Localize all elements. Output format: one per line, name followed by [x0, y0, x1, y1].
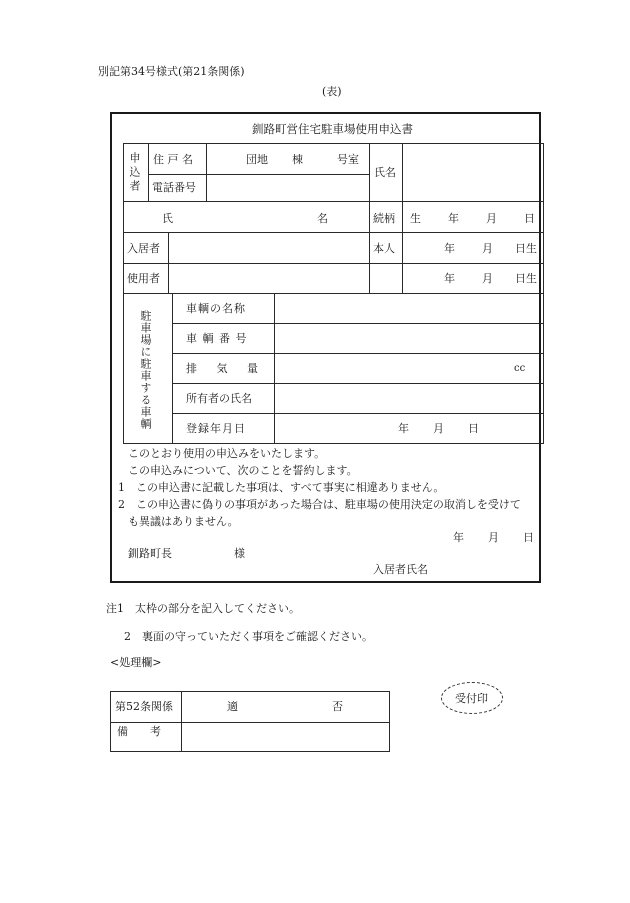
note-1: 注1 太枠の部分を記入してください。 [106, 602, 300, 615]
birth-sei: 生 [410, 212, 421, 225]
application-form [110, 112, 541, 583]
form-reference: 別記第34号様式(第21条関係) [98, 65, 245, 78]
remarks-label: 備 考 [117, 725, 161, 738]
addressee-honorific: 様 [234, 547, 245, 560]
resident-relation: 本人 [373, 242, 395, 255]
mune-label: 棟 [292, 153, 303, 166]
vehicle-group-label: 駐車場に駐車する車輌 [139, 310, 152, 430]
vehicle-number-label: 車 輌 番 号 [186, 332, 248, 345]
addressee: 釧路町長 [128, 547, 172, 560]
user-hi-sei: 日生 [515, 272, 537, 285]
reception-stamp [441, 682, 503, 714]
registration-tsuki: 月 [433, 422, 444, 435]
pledge-item-1: 1 この申込書に記載した事項は、すべて事実に相違ありません。 [118, 481, 445, 494]
goshitsu-label: 号室 [337, 153, 359, 166]
header-shi: 氏 [162, 212, 173, 225]
applicant-group-label: 申込者 [128, 152, 141, 194]
signer-label: 入居者氏名 [373, 563, 428, 576]
user-nen: 年 [444, 272, 455, 285]
declaration-line1: このとおり使用の申込みをいたします。 [128, 447, 326, 460]
header-mei: 名 [317, 212, 328, 225]
birth-hi: 日 [524, 212, 535, 225]
phone-label: 電話番号 [152, 181, 196, 194]
birth-tsuki: 月 [486, 212, 497, 225]
reject-label: 否 [332, 700, 343, 713]
registration-date-label: 登録年月日 [186, 422, 246, 435]
date-tsuki: 月 [488, 531, 499, 544]
note-2: 2 裏面の守っていただく事項をご確認ください。 [124, 630, 373, 643]
resident-label: 入居者 [127, 242, 160, 255]
registration-hi: 日 [468, 422, 479, 435]
pledge-item-2: 2 この申込書に偽りの事項があった場合は、駐車場の使用決定の取消しを受けて [118, 498, 521, 511]
danchi-label: 団地 [246, 153, 268, 166]
declaration-line2: この申込みについて、次のことを誓約します。 [128, 464, 358, 477]
processing-label: <処理欄> [110, 656, 162, 669]
user-label: 使用者 [127, 272, 160, 285]
date-nen: 年 [453, 531, 464, 544]
user-tsuki: 月 [482, 272, 493, 285]
date-hi: 日 [523, 531, 534, 544]
address-label: 住 戸 名 [153, 153, 193, 166]
applicant-name-label: 氏名 [374, 166, 396, 179]
side-label: (表) [322, 85, 342, 98]
resident-nen: 年 [444, 242, 455, 255]
relation-label: 続柄 [373, 212, 395, 225]
displacement-label: 排 気 量 [186, 362, 266, 375]
registration-nen: 年 [398, 422, 409, 435]
form-title: 釧路町営住宅駐車場使用申込書 [252, 122, 413, 136]
approve-label: 適 [227, 700, 238, 713]
birth-nen: 年 [448, 212, 459, 225]
stamp-label: 受付印 [455, 692, 488, 705]
displacement-unit: cc [514, 363, 526, 374]
pledge-item-2-cont: も異議はありません。 [128, 515, 239, 528]
article-label: 第52条関係 [115, 700, 173, 713]
vehicle-name-label: 車輌の名称 [186, 302, 246, 315]
resident-hi-sei: 日生 [515, 242, 537, 255]
owner-name-label: 所有者の氏名 [186, 392, 252, 405]
resident-tsuki: 月 [482, 242, 493, 255]
processing-table [110, 691, 390, 752]
